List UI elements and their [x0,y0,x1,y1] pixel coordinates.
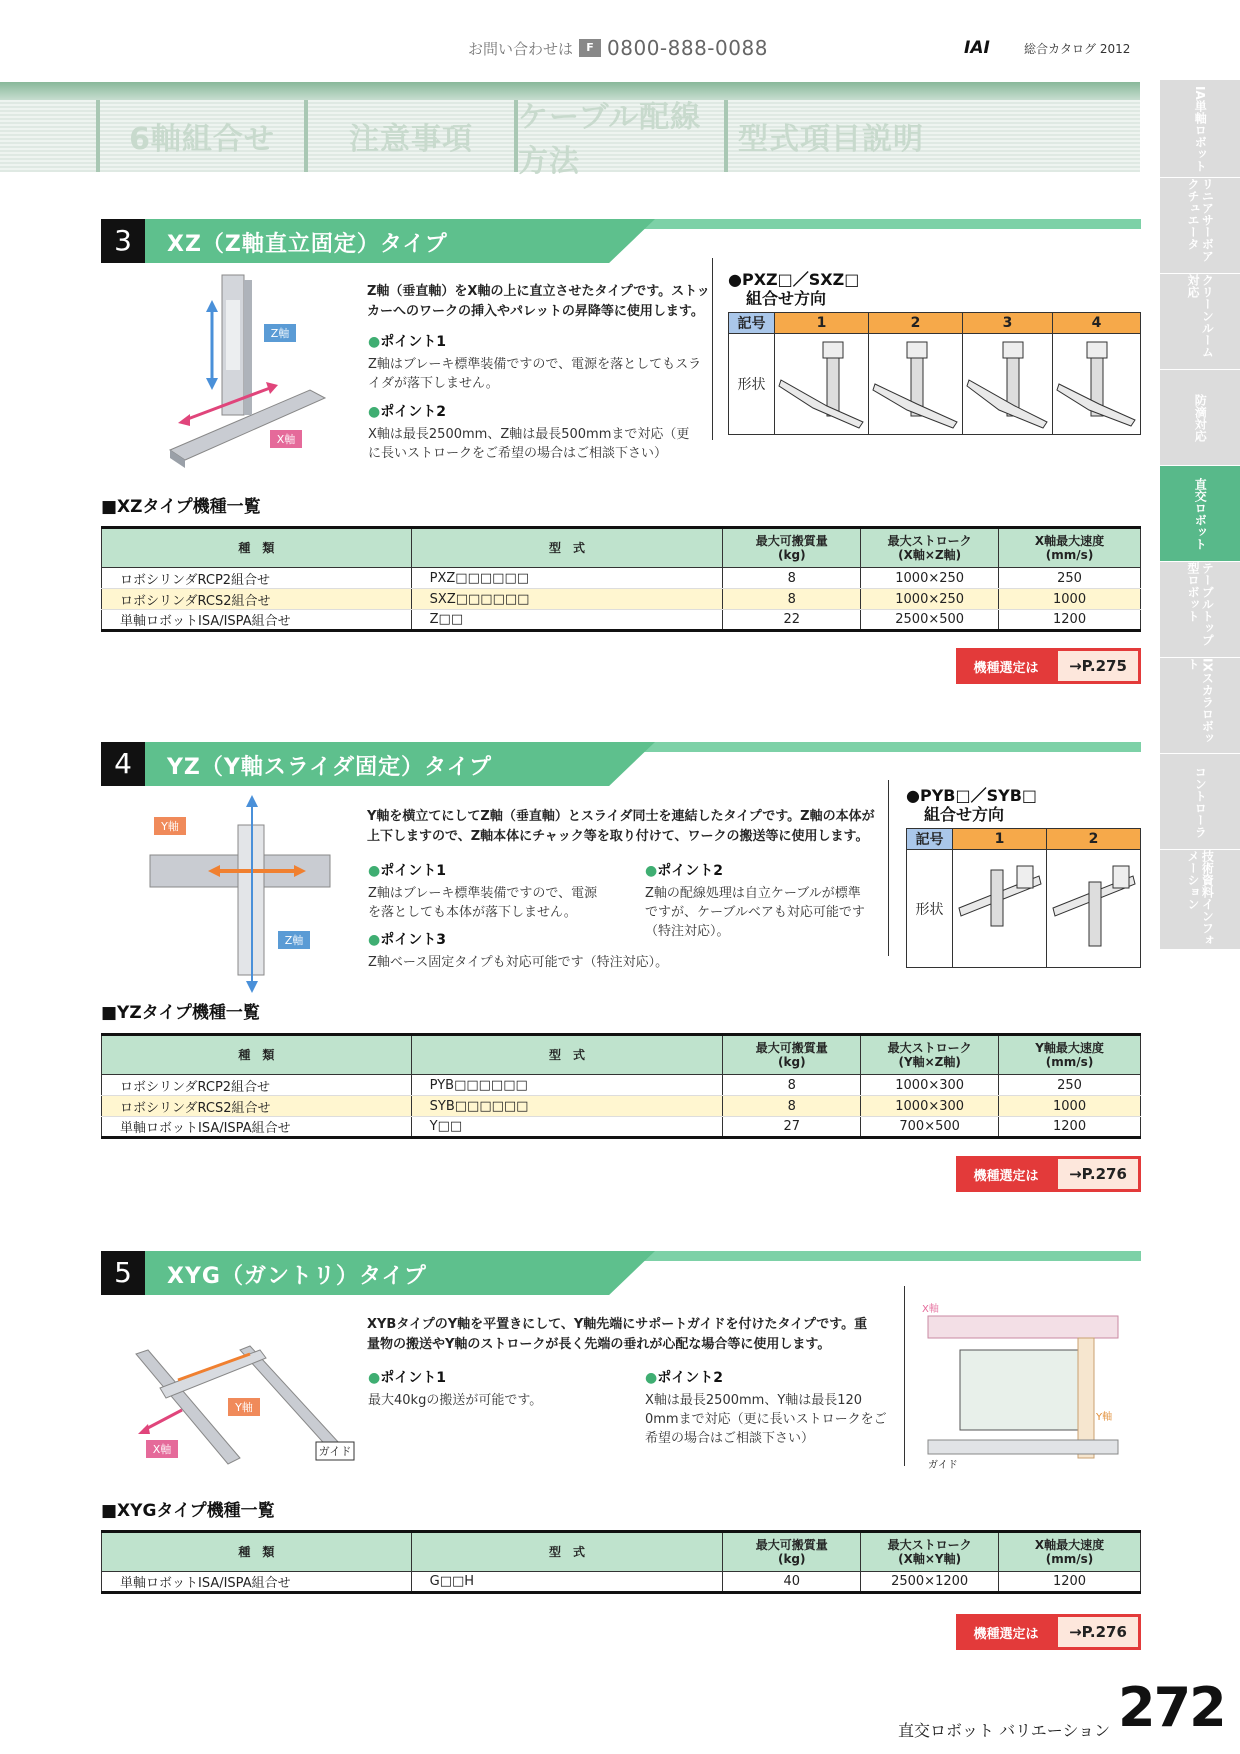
selection-label: 機種選定は [973,660,1039,676]
cell: Y□□ [411,1117,723,1138]
section-header-xz [101,219,1141,263]
combo-col: 1 [953,829,1047,850]
cell: 2500×500 [861,610,999,631]
shape-diagram [1047,850,1141,968]
list-title: ■YZタイプ機種一覧 [101,1003,260,1023]
point-title: ポイント3 [380,932,446,948]
tab-cable-wiring[interactable]: ケーブル配線方法 [514,100,724,172]
side-item-label: テーブルトップ型ロボット [1186,562,1215,646]
spec-table-xz [101,526,1141,632]
section-title: XYG（ガントリ）タイプ [167,1264,427,1289]
cell: 単軸ロボットISA/ISPA組合せ [102,1117,412,1138]
catalog-title: 総合カタログ 2012 [1024,42,1131,56]
combo-subtitle: 組合せ方向 [746,289,827,308]
table-row [102,1572,1141,1593]
shape-diagram [1053,334,1141,435]
side-item-tech-info[interactable] [1160,850,1240,950]
model-selection-link[interactable] [956,1156,1141,1192]
combo-col: 4 [1053,313,1141,334]
section-number: 4 [101,742,145,786]
xz-robot-illustration [160,270,330,470]
combo-col: 2 [869,313,963,334]
section-header-xyg [101,1251,1141,1295]
col-header: 型 式 [411,1035,723,1075]
col-header: X軸最大速度 (mm/s) [999,528,1141,568]
combo-title: ●PYB□／SYB□ [906,786,1038,805]
cell: 27 [723,1117,861,1138]
combo-models: PXZ□／SXZ□ [741,270,860,289]
diagram-guide-label: ガイド [928,1460,958,1470]
selection-label: 機種選定は [973,1168,1039,1184]
point-2: ●ポイント2 Z軸の配線処理は自立ケーブルが標準 ですが、ケーブルベアも対応可能です （特注対応）。 [645,863,865,939]
point-title: ポイント2 [380,404,446,420]
point-title: ポイント1 [380,1370,446,1386]
selection-page[interactable]: →P.276 [1058,1159,1138,1189]
freedial-icon: F [579,39,601,57]
combo-col: 2 [1047,829,1141,850]
side-item-cartesian[interactable] [1160,466,1240,562]
side-item-dustproof[interactable] [1160,370,1240,466]
col-header: 型 式 [411,528,723,568]
combo-key: 記号 [907,829,953,850]
shape-diagram [869,334,963,435]
point-text: に長いストロークをご希望の場合はご相談下さい） [368,446,668,461]
section-description [367,1315,867,1355]
col-header: X軸最大速度 (mm/s) [999,1532,1141,1572]
x-axis-label: X軸 [276,433,296,446]
cell: PXZ□□□□□□ [411,568,723,589]
side-item-ia-single[interactable] [1160,80,1240,178]
section-header-yz [101,742,1141,786]
point-title: ポイント2 [657,863,723,879]
cell: 8 [723,1075,861,1096]
desc-line: Y軸を横立てにしてZ軸（垂直軸）とスライダ同士を連結したタイプです。Z軸の本体が [367,809,875,824]
side-item-label: 防滴対応 [1193,393,1208,442]
desc-line: XYBタイプのY軸を平置きにして、Y軸先端にサポートガイドを付けたタイプです。重 [367,1317,868,1332]
cell: G□□H [411,1572,723,1593]
point-title: ポイント1 [380,863,446,879]
table-row [102,589,1141,610]
point-text: 希望の場合はご相談下さい） [645,1431,815,1446]
point-2: ●ポイント2 X軸は最長2500mm、Y軸は最長120 0mmまで対応（更に長いストロークをご 希望の場合はご相談下さい） [645,1370,887,1446]
cell: ロボシリンダRCP2組合せ [102,1075,412,1096]
point-text: X軸は最長2500mm、Z軸は最長500mmまで対応（更 [368,427,690,442]
side-item-controller[interactable] [1160,754,1240,850]
cell: ロボシリンダRCS2組合せ [102,1096,412,1117]
combo-models: PYB□／SYB□ [919,786,1038,805]
cell: 1200 [999,1572,1141,1593]
diagram-x-label: X軸 [922,1304,939,1315]
tab-6axis[interactable]: 6軸組合せ [96,100,304,172]
z-axis-label: Z軸 [270,327,290,340]
cell: 1000×250 [861,589,999,610]
contact-info [468,36,768,60]
cell: 22 [723,610,861,631]
col-header: 最大ストローク (Y軸×Z軸) [861,1035,999,1075]
combo-title: ●PXZ□／SXZ□ [728,270,860,289]
combo-shape-label: 形状 [907,850,953,968]
side-item-linear-servo[interactable] [1160,178,1240,274]
section-description [367,807,875,847]
y-axis-label: Y軸 [161,820,179,833]
cell: ロボシリンダRCS2組合せ [102,589,412,610]
point-text: Z軸ベース固定タイプも対応可能です（特注対応）。 [368,955,669,970]
side-item-label: コントローラ [1193,765,1208,838]
selection-label: 機種選定は [973,1626,1039,1642]
model-selection-link[interactable] [956,648,1141,684]
z-axis-label: Z軸 [284,934,304,947]
selection-page[interactable]: →P.275 [1058,651,1138,681]
side-item-label: クリーンルーム対応 [1186,274,1215,358]
cell: 8 [723,589,861,610]
cell: 1000×300 [861,1096,999,1117]
shape-diagram [775,334,869,435]
col-header: 種 類 [102,1035,412,1075]
side-item-label: IXスカラロボット [1186,658,1215,744]
cell: SYB□□□□□□ [411,1096,723,1117]
model-selection-link[interactable] [956,1614,1141,1650]
table-row [102,1117,1141,1138]
table-row [102,1075,1141,1096]
guide-label: ガイド [318,1445,352,1458]
tab-cautions[interactable]: 注意事項 [304,100,514,172]
divider [904,1286,905,1466]
section-title: XZ（Z軸直立固定）タイプ [167,232,448,257]
point-title: ポイント2 [657,1370,723,1386]
cell: 1000×300 [861,1075,999,1096]
cell: 40 [723,1572,861,1593]
table-row [102,1096,1141,1117]
point-text: Z軸の配線処理は自立ケーブルが標準 [645,886,861,901]
cell: 1000 [999,589,1141,610]
col-header: 最大ストローク (X軸×Z軸) [861,528,999,568]
diagram-y-label: Y軸 [1096,1412,1113,1423]
combination-table-xz [728,270,1141,435]
combo-col: 3 [963,313,1053,334]
combo-key: 記号 [729,313,775,334]
cell: 1000 [999,1096,1141,1117]
point-text: （特注対応）。 [645,924,730,939]
point-text: を落としても本体が落下しません。 [368,905,577,920]
side-item-label: 直交ロボット [1193,477,1208,550]
divider [888,780,889,956]
cell: 2500×1200 [861,1572,999,1593]
spec-table-xyg [101,1530,1141,1594]
shape-diagram [953,850,1047,968]
cell: 1200 [999,1117,1141,1138]
cell: 250 [999,568,1141,589]
col-header: Y軸最大速度 (mm/s) [999,1035,1141,1075]
desc-line: Z軸（垂直軸）をX軸の上に直立させたタイプです。ストッ [367,284,710,299]
section-number: 5 [101,1251,145,1295]
cell: 単軸ロボットISA/ISPA組合せ [102,610,412,631]
cell: PYB□□□□□□ [411,1075,723,1096]
cell: 700×500 [861,1117,999,1138]
footer-section-name: 直交ロボット バリエーション [898,1721,1111,1740]
page-number: 272 [1118,1676,1225,1739]
x-axis-label: X軸 [152,1443,172,1456]
cell: SXZ□□□□□□ [411,589,723,610]
desc-line: 上下しますので、Z軸本体にチャック等を取り付けて、ワークの搬送等に使用します。 [367,829,869,844]
point-text: Z軸はブレーキ標準装備ですので、電源を落としてもスラ [368,357,702,372]
list-title: ■XYGタイプ機種一覧 [101,1501,275,1521]
section-title: YZ（Y軸スライダ固定）タイプ [167,755,493,780]
side-item-label: 技術資料インフォメーション [1186,850,1215,946]
contact-label: お問い合わせは [468,39,574,58]
cell: 単軸ロボットISA/ISPA組合せ [102,1572,412,1593]
tab-model-explanation[interactable]: 型式項目説明 [724,100,934,172]
side-index [1160,80,1240,950]
side-item-label: リニアサーボアクチュエータ [1186,178,1215,262]
combo-shape-label: 形状 [729,334,775,435]
cell: 250 [999,1075,1141,1096]
selection-page[interactable]: →P.276 [1058,1617,1138,1647]
xyg-top-view-diagram [920,1300,1120,1470]
point-text: X軸は最長2500mm、Y軸は最長120 [645,1393,863,1408]
point-text: ですが、ケーブルベアも対応可能です [645,905,865,920]
desc-line: カーへのワークの挿入やパレットの昇降等に使用します。 [367,304,704,319]
y-axis-label: Y軸 [235,1401,253,1414]
phone-number: 0800-888-0088 [607,36,768,60]
table-row [102,610,1141,631]
cell: 1000×250 [861,568,999,589]
divider [712,258,713,440]
col-header: 最大可搬質量 (kg) [723,528,861,568]
cell: 1200 [999,610,1141,631]
section-description [367,282,710,322]
combo-col: 1 [775,313,869,334]
cell: Z□□ [411,610,723,631]
point-title: ポイント1 [380,334,446,350]
cell: 8 [723,1096,861,1117]
yz-robot-illustration [148,795,338,995]
side-item-scara[interactable] [1160,658,1240,754]
col-header: 最大可搬質量 (kg) [723,1035,861,1075]
point-1: ●ポイント1 Z軸はブレーキ標準装備ですので、電源 を落としても本体が落下しません。 [368,863,598,920]
side-item-label: IA単軸ロボット [1193,85,1208,172]
list-title: ■XZタイプ機種一覧 [101,497,261,517]
shape-diagram [963,334,1053,435]
point-1: ●ポイント1 Z軸はブレーキ標準装備ですので、電源を落としてもスラ イダが落下しません。 [368,334,702,391]
col-header: 最大可搬質量 (kg) [723,1532,861,1572]
spec-table-yz [101,1033,1141,1139]
desc-line: 量物の搬送やY軸のストロークが長く先端の垂れが心配な場合等に使用します。 [367,1337,831,1352]
point-1: ●ポイント1 最大40kgの搬送が可能です。 [368,1370,543,1408]
point-text: Z軸はブレーキ標準装備ですので、電源 [368,886,598,901]
xyg-robot-illustration [130,1340,370,1470]
col-header: 種 類 [102,1532,412,1572]
combo-subtitle: 組合せ方向 [924,805,1005,824]
col-header: 型 式 [411,1532,723,1572]
side-item-cleanroom[interactable] [1160,274,1240,370]
table-row [102,568,1141,589]
combination-table-yz [906,786,1141,968]
point-text: 0mmまで対応（更に長いストロークをご [645,1412,887,1427]
col-header: 最大ストローク (X軸×Y軸) [861,1532,999,1572]
side-item-tabletop[interactable] [1160,562,1240,658]
cell: 8 [723,568,861,589]
point-text: イダが落下しません。 [368,376,499,391]
point-text: 最大40kgの搬送が可能です。 [368,1393,543,1408]
cell: ロボシリンダRCP2組合せ [102,568,412,589]
point-2: ●ポイント2 X軸は最長2500mm、Z軸は最長500mmまで対応（更 に長いストロークをご希望の場合はご相談下さい） [368,404,690,461]
col-header: 種 類 [102,528,412,568]
company-logo: IAI [964,38,990,58]
section-number: 3 [101,219,145,263]
point-3: ●ポイント3 Z軸ベース固定タイプも対応可能です（特注対応）。 [368,932,669,970]
